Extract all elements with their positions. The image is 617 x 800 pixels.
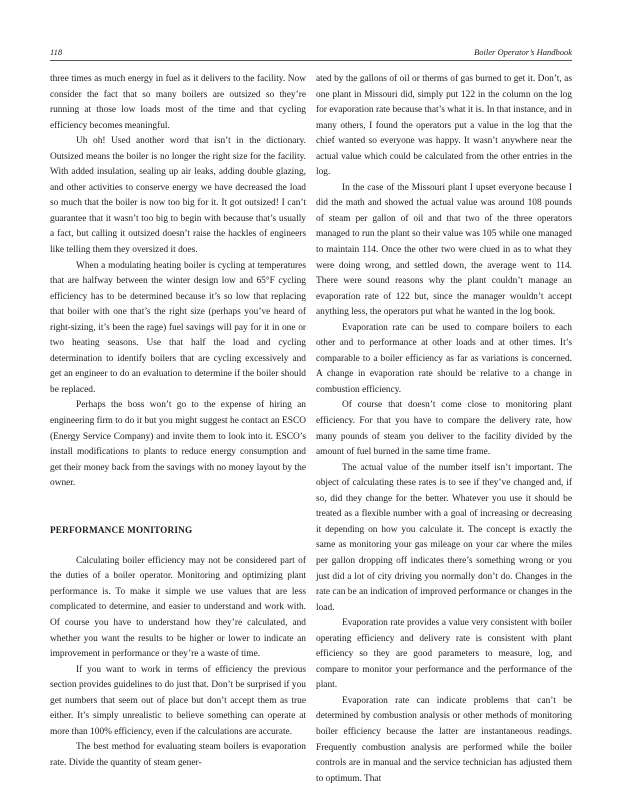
left-column: [50, 72, 306, 771]
paragraph: When a modulating heating boiler is cycling at temperatures that are halfway between the winter design low and 65°F cycling efficiency has to be determined because it’s so low that replacing that boiler with one that’s the right size (perhaps you’ve heard of right-sizing, it’s been the rage) fuel savings will pay for it in one or two heating seasons. Use that half the load and cycling determination to identify boilers that are cycling excessively and get an engineer to do an evaluation to determine if the boiler should be replaced.: [50, 260, 306, 395]
paragraph: If you want to work in terms of efficiency the previous section provides guidelines to do just that. Don’t be surprised if you get numbers that seem out of place but don’t accept them as true either. It’s simply unrealistic to believe something can operate at more than 100% efficiency, even if the calculations are accurate.: [50, 664, 306, 737]
running-header: [50, 47, 572, 59]
section-heading: PERFORMANCE MONITORING: [50, 524, 193, 535]
paragraph: Of course that doesn’t come close to monitoring plant efficiency. For that you have to compare the delivery rate, how many pounds of steam you deliver to the facility divided by the amount of fuel burned in the same time frame.: [316, 400, 572, 458]
paragraph: The best method for evaluating steam boilers is evaporation rate. Divide the quantity of steam gener-: [50, 742, 306, 768]
paragraph: Calculating boiler efficiency may not be considered part of the duties of a boiler operator. Monitoring and optimizing plant performance is. To make it simple we use values that are less complicated to determine, and easier to understand and work with. Of course you have to understand how they’re calculated, and whether you want the results to be higher or lower to indicate an improvement in performance or they’re a waste of time.: [50, 555, 306, 660]
paragraph: Perhaps the boss won’t go to the expense of hiring an engineering firm to do it but you might suggest he contact an ESCO (Energy Service Company) and invite them to look into it. ESCO’s install modifications to plants to reduce energy consumption and get their money back from the savings with no money layout by the owner.: [50, 400, 306, 489]
paragraph: Uh oh! Used another word that isn’t in the dictionary. Outsized means the boiler is no longer the right size for the facility. With added insulation, sealing up air leaks, adding double glazing, and other activities to conserve energy we have decreased the load so much that the boiler is now too big for it. It got outsized! I can’t guarantee that it wasn’t too big to begin with because that’s usually a fact, but calling it outsized doesn’t raise the hackles of engineers like telling them they oversized it does.: [50, 136, 306, 256]
paragraph: The actual value of the number itself isn’t important. The object of calculating these rates is to see if they’ve changed and, if so, did they change for the better. Whatever you use it should be treated as a flexible number with a goal of increasing or decreasing it depending on how you calculate it. The concept is exactly the same as monitoring your gas mileage on your car where the miles per gallon dropping off indicates there’s something wrong or you just did a lot of city driving you normally don’t do. Changes in the rate can be an indication of improved performance or changes in the load.: [316, 462, 572, 613]
paragraph: Evaporation rate can indicate problems that can’t be determined by combustion analysis or other methods of monitoring boiler efficiency because the latter are instantaneous readings. Frequently combustion analysis are performed while the boiler controls are in manual and the service technician has adjusted them to optimum. That: [316, 695, 572, 784]
header-rule: [50, 60, 572, 61]
page-number: 118: [50, 47, 63, 57]
paragraph: In the case of the Missouri plant I upset everyone because I did the math and showed the actual value was around 108 pounds of steam per gallon of oil and that two of the three operators managed to run the plant so their value was 105 while one managed to maintain 114. Once the other two were clued in as to what they were doing wrong, and settled down, the average went to 114. There were sound reasons why the plant couldn’t manage an evaporation rate of 122 but, since the manager wouldn’t accept anything less, the operators put what he wanted in the log book.: [316, 182, 572, 318]
paragraph: ated by the gallons of oil or therms of gas burned to get it. Don’t, as one plant in Missouri did, simply put 122 in the column on the log for evaporation rate because that’s what it is. In that instance, and in many others, I found the operators put a value in the log that the chief wanted so everyone was happy. It wasn’t anywhere near the actual value which could be calculated from the other entries in the log.: [316, 74, 572, 178]
right-column: [316, 72, 572, 787]
paragraph: Evaporation rate provides a value very consistent with boiler operating efficiency and delivery rate is consistent with plant efficiency so they are good parameters to measure, log, and compare to monitor your performance and the performance of the plant.: [316, 618, 572, 691]
paragraph: Evaporation rate can be used to compare boilers to each other and to performance at other loads and at other times. It’s comparable to a boiler efficiency as far as variations is concerned. A change in evaporation rate should be relative to a change in combustion efficiency.: [316, 322, 572, 395]
book-title: Boiler Operator’s Handbook: [474, 47, 572, 57]
paragraph: three times as much energy in fuel as it delivers to the facility. Now consider the fact that so many boilers are outsized so they’re running at those low loads most of the time and that cycling efficiency becomes meaningful.: [50, 74, 306, 131]
